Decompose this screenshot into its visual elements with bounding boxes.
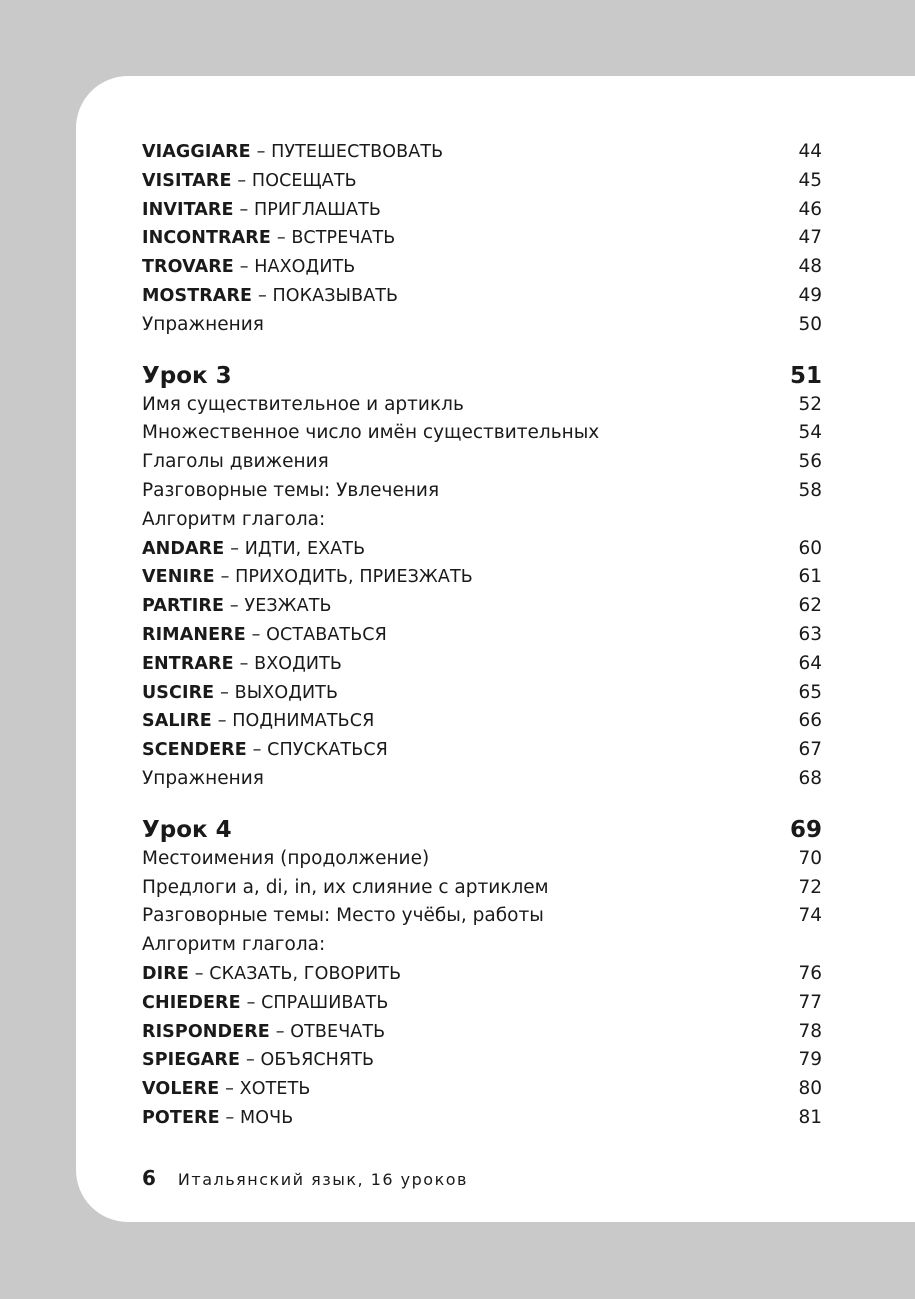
toc-page-number: 67 [798,739,822,761]
verb-translation: – ПУТЕШЕСТВОВАТЬ [256,142,444,162]
toc-page-number: 66 [798,710,822,732]
toc-entry-label [142,1045,374,1075]
toc-verb-entry [142,281,822,310]
toc-entry-label [142,562,473,592]
toc-entry-label [142,1103,293,1133]
toc-lesson-heading [142,814,822,847]
toc-entry-label [142,988,388,1018]
toc-entry [142,930,822,959]
italian-verb: VIAGGIARE [142,142,251,162]
toc-entry-label: Урок 3 [142,362,232,389]
toc-page-number: 69 [789,816,822,843]
toc-page-number: 51 [789,362,822,389]
italian-verb: VOLERE [142,1079,220,1100]
toc-verb-entry [142,166,822,195]
toc-page-number: 50 [798,313,822,335]
verb-translation: – ВХОДИТЬ [239,653,343,674]
verb-translation: – НАХОДИТЬ [239,257,356,278]
toc-entry-label [142,706,374,736]
verb-translation: – ПРИГЛАШАТЬ [239,199,381,220]
toc-entry-label [142,620,387,650]
toc-entry-label: Упражнения [142,313,264,335]
book-page [76,76,915,1222]
toc-verb-entry [142,620,822,649]
toc-verb-entry [142,706,822,735]
toc-entry-label: Местоимения (продолжение) [142,847,430,869]
toc-entry-label: Глаголы движения [142,451,329,473]
italian-verb: ANDARE [142,538,225,559]
toc-entry-label: Разговорные темы: Место учёбы, работы [142,905,544,927]
toc-entry-label [142,166,357,196]
italian-verb: POTERE [142,1108,220,1128]
verb-translation: – ВЫХОДИТЬ [220,682,339,703]
verb-translation: – ОБЪЯСНЯТЬ [245,1050,375,1071]
toc-entry-label [142,534,365,564]
toc-verb-entry [142,137,822,166]
verb-translation: – УЕЗЖАТЬ [229,596,332,617]
toc-page-number: 48 [798,256,822,278]
toc-verb-entry [142,534,822,563]
page-number: 6 [142,1166,156,1190]
toc-page-number: 46 [798,198,822,220]
verb-translation: – ВСТРЕЧАТЬ [276,228,396,249]
italian-verb: USCIRE [142,682,215,703]
toc-page-number: 78 [798,1020,822,1042]
toc-page-number: 52 [798,393,822,415]
toc-entry-label [142,195,381,225]
toc-verb-entry [142,195,822,224]
toc-entry [142,901,822,930]
toc-entry [142,418,822,447]
italian-verb: DIRE [142,964,189,984]
italian-verb: RIMANERE [142,625,246,645]
toc-page-number: 56 [798,451,822,473]
toc-page-number: 79 [798,1049,822,1071]
toc-entry [142,873,822,902]
toc-page-number: 44 [798,141,822,162]
italian-verb: SPIEGARE [142,1050,241,1071]
toc-entry-label: Имя существительное и артикль [142,393,464,415]
toc-entry-label [142,735,388,765]
toc-entry-label: Упражнения [142,768,264,789]
italian-verb: TROVARE [142,257,234,278]
verb-translation: – СПРАШИВАТЬ [246,992,389,1013]
toc-entry [142,764,822,793]
italian-verb: PARTIRE [142,596,225,617]
verb-translation: – МОЧЬ [225,1108,294,1128]
toc-entry-label: Алгоритм глагола: [142,934,326,956]
verb-translation: – СКАЗАТЬ, ГОВОРИТЬ [194,964,402,984]
verb-translation: – ИДТИ, ЕХАТЬ [230,538,366,559]
toc-page-number: 45 [798,169,822,191]
italian-verb: MOSTRARE [142,286,253,306]
toc-entry-label: Алгоритм глагола: [142,508,326,530]
toc-page-number: 77 [798,991,822,1013]
toc-page-number: 80 [798,1078,822,1100]
toc-entry [142,505,822,534]
italian-verb: SCENDERE [142,740,247,761]
toc-page-number: 61 [798,566,822,588]
toc-entry-label [142,959,401,989]
page-footer [142,1166,468,1190]
toc-entry-label: Множественное число имён существительных [142,422,600,444]
toc-verb-entry [142,223,822,252]
italian-verb: RISPONDERE [142,1021,270,1042]
italian-verb: INCONTRARE [142,228,271,249]
italian-verb: INVITARE [142,199,234,220]
toc-entry-label [142,678,338,708]
toc-entry-label: Разговорные темы: Увлечения [142,480,440,501]
toc-page-number: 60 [798,537,822,559]
italian-verb: SALIRE [142,711,212,732]
toc-verb-entry [142,562,822,591]
toc-page-number: 65 [798,681,822,703]
toc-entry-label [142,1074,310,1104]
verb-translation: – ХОТЕТЬ [225,1079,311,1100]
toc-page-number: 74 [798,905,822,927]
toc-page-number: 64 [798,652,822,674]
toc-verb-entry [142,1017,822,1046]
verb-translation: – ПРИХОДИТЬ, ПРИЕЗЖАТЬ [220,567,473,588]
toc-entry [142,844,822,873]
toc-entry-label [142,252,355,282]
toc-entry [142,476,822,505]
toc-page-number: 70 [798,847,822,869]
italian-verb: ENTRARE [142,653,234,674]
toc-page-number: 81 [798,1107,822,1128]
toc-verb-entry [142,678,822,707]
toc-entry [142,390,822,419]
toc-entry-label [142,137,443,167]
toc-page-number: 62 [798,595,822,617]
verb-translation: – СПУСКАТЬСЯ [252,740,388,761]
toc-entry-label [142,591,332,621]
verb-translation: – ОТВЕЧАТЬ [275,1021,386,1042]
toc-entry-label: Урок 4 [142,816,232,843]
toc-page-number: 54 [798,422,822,444]
toc-lesson-heading [142,360,822,393]
toc-verb-entry [142,1045,822,1074]
toc-verb-entry [142,988,822,1017]
verb-translation: – ПОДНИМАТЬСЯ [217,711,375,732]
toc-entry-label [142,281,398,311]
toc-page-number: 47 [798,227,822,249]
italian-verb: VISITARE [142,170,232,191]
toc-entry-label [142,223,395,253]
toc-page-number: 49 [798,285,822,306]
toc-entry-label: Предлоги a, di, in, их слияние с артиклем [142,876,549,898]
italian-verb: VENIRE [142,567,215,588]
toc-verb-entry [142,959,822,988]
toc-entry-label [142,1017,385,1047]
toc-page-number: 68 [798,768,822,789]
toc-verb-entry [142,1103,822,1132]
toc-page-number: 72 [798,876,822,898]
italian-verb: CHIEDERE [142,992,241,1013]
toc-page-number: 58 [798,480,822,501]
toc-entry [142,310,822,339]
verb-translation: – ПОСЕЩАТЬ [237,170,357,191]
toc-verb-entry [142,1074,822,1103]
toc-verb-entry [142,649,822,678]
toc-page-number: 76 [798,963,822,984]
toc-page-number: 63 [798,624,822,645]
toc-verb-entry [142,735,822,764]
verb-translation: – ПОКАЗЫВАТЬ [257,286,399,306]
toc-entry-label [142,649,342,679]
toc-verb-entry [142,252,822,281]
verb-translation: – ОСТАВАТЬСЯ [251,625,387,645]
book-title: Итальянский язык, 16 уроков [177,1170,468,1189]
toc-verb-entry [142,591,822,620]
toc-entry [142,447,822,476]
